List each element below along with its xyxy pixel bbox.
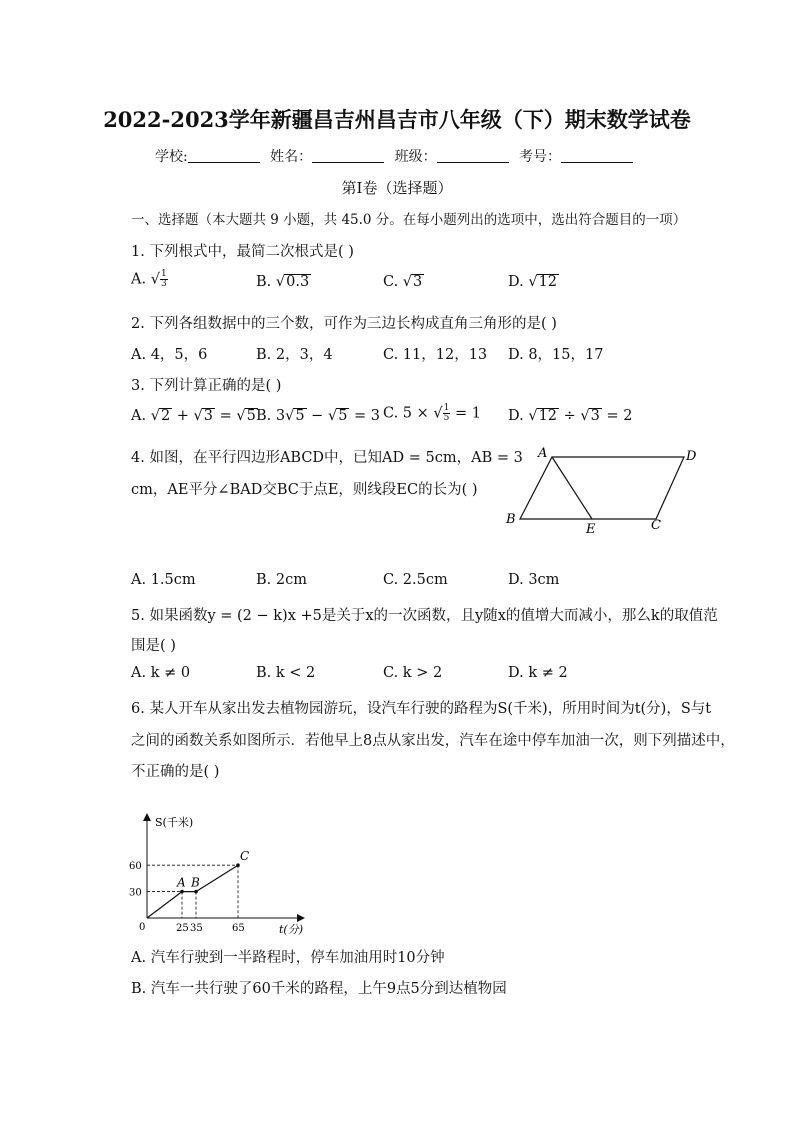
q3-stem: 3. 下列计算正确的是( ) <box>131 378 282 394</box>
fig-label-d: D <box>686 449 697 464</box>
name-label: 姓名： <box>270 149 313 165</box>
q3-b-letter: B. <box>256 408 272 424</box>
q1-c-letter: C. <box>383 274 399 290</box>
q3-d-letter: D. <box>508 408 524 424</box>
x-tick-35: 35 <box>190 923 203 934</box>
q1-option-c: C. √3 <box>383 274 423 290</box>
class-blank <box>437 148 509 163</box>
point-label-b: B <box>191 875 200 890</box>
student-info-row <box>0 146 794 166</box>
x-axis-label: t(分) <box>279 923 304 936</box>
q3-option-a: A. √2 + √3 = √5 <box>131 408 256 424</box>
class-label: 班级： <box>394 149 437 165</box>
q6-option-a: A. 汽车行驶到一半路程时，停车加油用时10分钟 <box>131 950 445 966</box>
fig-label-b: B <box>506 512 516 527</box>
data-point-2 <box>194 890 198 894</box>
q4-option-a: A. 1.5cm <box>131 572 196 588</box>
series-line <box>147 865 238 918</box>
q6-line2: 之间的函数关系如图所示．若他早上8点从家出发，汽车在途中停车加油一次，则下列描述中， <box>131 733 735 749</box>
q4-option-c: C. 2.5cm <box>383 572 448 588</box>
segment-ae <box>552 457 592 519</box>
x-tick-25: 25 <box>176 923 189 934</box>
q5-line1: 5. 如果函数y = (2 − k)x +5是关于x的一次函数，且y随x的值增大而减小，那么k的取值范 <box>131 608 718 624</box>
q5-line2: 围是( ) <box>131 638 176 654</box>
q6-line1: 6. 某人开车从家出发去植物园游玩，设汽车行驶的路程为S(千米)，所用时间为t(分)，S与t <box>131 701 712 717</box>
parallelogram-abcd <box>520 457 684 519</box>
distance-time-chart <box>125 805 325 940</box>
q3-a-letter: A. <box>131 408 147 424</box>
data-point-1 <box>180 890 184 894</box>
q6-line3: 不正确的是( ) <box>131 764 220 780</box>
q1-d-letter: D. <box>508 274 524 290</box>
point-label-a: A <box>177 875 186 890</box>
q2-option-c: C. 11，12，13 <box>383 347 488 363</box>
q1-b-letter: B. <box>256 274 272 290</box>
q1-option-b: B. √0.3 <box>256 274 310 290</box>
name-blank <box>312 148 384 163</box>
q4-line2: cm，AE平分∠BAD交BC于点E，则线段EC的长为( ) <box>131 482 478 498</box>
q1-option-a: A. √ $\frac{1}{3}$ <box>131 269 167 289</box>
origin-label: 0 <box>139 922 146 933</box>
q1-a-letter: A. <box>131 271 147 288</box>
q6-option-b: B. 汽车一共行驶了60千米的路程，上午9点5分到达植物园 <box>131 981 507 997</box>
page-title: 2022-2023学年新疆昌吉州昌吉市八年级（下）期末数学试卷 <box>103 107 691 132</box>
q3-option-c: C. 5 × √ $\frac{1}{5}$ = 1 <box>383 403 481 423</box>
y-axis-label: S(千米) <box>155 816 194 829</box>
q2-option-d: D. 8，15，17 <box>508 347 604 363</box>
q5-option-a: A. k ≠ 0 <box>131 665 191 681</box>
q1-option-d: D. √12 <box>508 274 558 290</box>
q4-option-d: D. 3cm <box>508 572 560 588</box>
q1-stem: 1. 下列根式中，最简二次根式是( ) <box>131 244 354 260</box>
q5-option-b: B. k < 2 <box>256 665 316 681</box>
frac-1-3: $\frac{1}{3}$ <box>160 269 167 289</box>
section-heading: 一、选择题（本大题共 9 小题，共 45.0 分。在每小题列出的选项中，选出符合题目的一项） <box>131 212 687 228</box>
fig-label-a: A <box>538 446 548 461</box>
x-tick-65: 65 <box>232 923 245 934</box>
q4-option-b: B. 2cm <box>256 572 307 588</box>
parallelogram-figure <box>500 440 710 540</box>
point-label-c: C <box>240 849 250 864</box>
q2-stem: 2. 下列各组数据中的三个数，可作为三边长构成直角三角形的是( ) <box>131 316 557 332</box>
exam-no-label: 考号： <box>519 149 562 165</box>
q3-option-b: B. 3√5 − √5 = 3 <box>256 408 381 424</box>
school-blank <box>188 148 260 163</box>
q4-line1: 4. 如图，在平行四边形ABCD中，已知AD = 5cm，AB = 3 <box>131 450 523 466</box>
y-tick-60: 60 <box>129 861 142 873</box>
q3-option-d: D. √12 ÷ √3 = 2 <box>508 408 633 424</box>
part-title: 第I卷（选择题） <box>341 179 453 197</box>
fig-label-e: E <box>586 522 596 537</box>
y-tick-30: 30 <box>129 887 142 899</box>
q5-option-c: C. k > 2 <box>383 665 443 681</box>
data-point-3 <box>236 863 240 867</box>
fig-label-c: C <box>651 518 661 533</box>
exam-no-blank <box>561 148 633 163</box>
q5-option-d: D. k ≠ 2 <box>508 665 568 681</box>
school-label: 学校: <box>154 149 188 165</box>
q2-option-b: B. 2，3，4 <box>256 347 333 363</box>
q3-c-letter: C. <box>383 405 399 422</box>
q2-option-a: A. 4，5，6 <box>131 347 208 363</box>
